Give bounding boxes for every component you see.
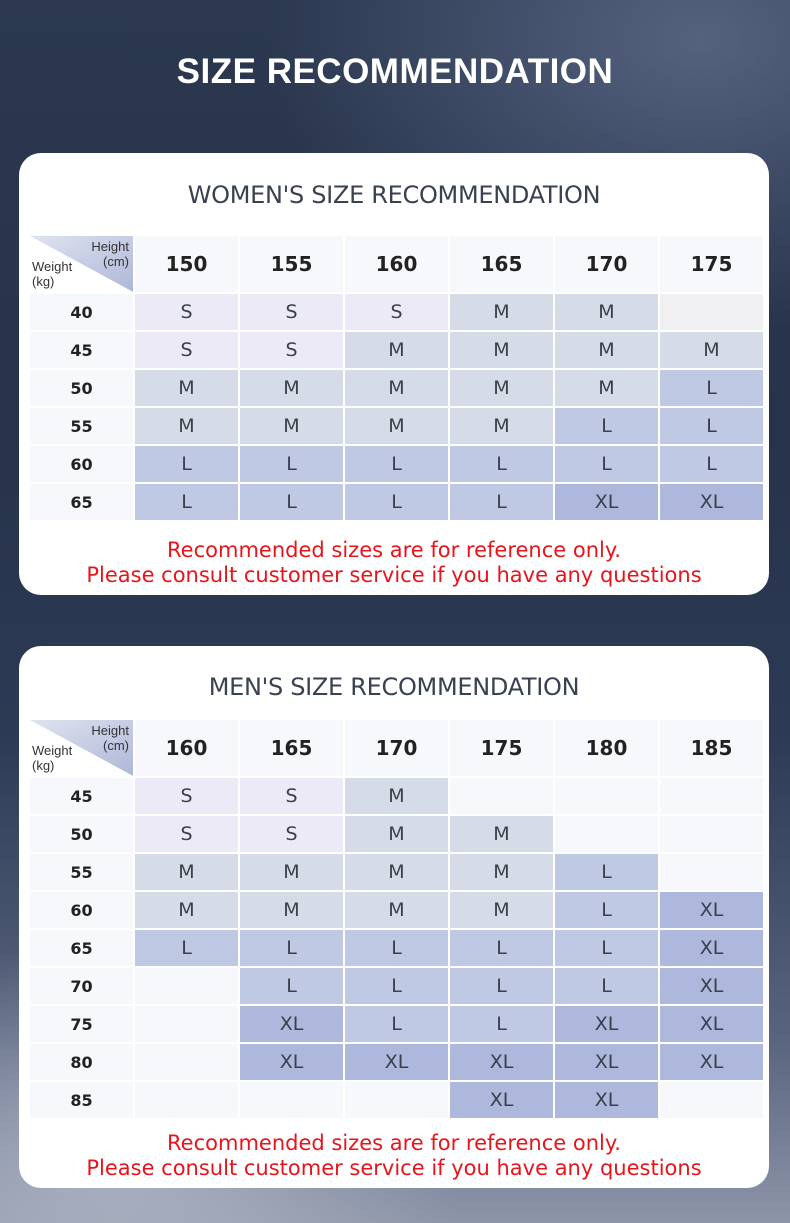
height-column-header: 165 bbox=[450, 236, 553, 292]
size-cell: M bbox=[345, 778, 448, 814]
corner-height-label bbox=[91, 239, 129, 269]
size-cell: L bbox=[555, 968, 658, 1004]
size-cell bbox=[240, 1082, 343, 1118]
weight-label: Weight bbox=[32, 259, 73, 274]
size-cell bbox=[345, 1082, 448, 1118]
table-row bbox=[30, 1082, 763, 1118]
weight-row-header: 65 bbox=[30, 930, 133, 966]
size-cell: M bbox=[450, 892, 553, 928]
size-cell: M bbox=[450, 370, 553, 406]
weight-row-header: 60 bbox=[30, 446, 133, 482]
size-cell bbox=[555, 778, 658, 814]
height-unit-label: (cm) bbox=[103, 254, 129, 269]
size-cell: M bbox=[345, 816, 448, 852]
table-row bbox=[30, 484, 763, 520]
size-cell: M bbox=[135, 854, 238, 890]
size-cell: M bbox=[555, 294, 658, 330]
size-cell: L bbox=[240, 968, 343, 1004]
height-column-header: 175 bbox=[450, 720, 553, 776]
weight-row-header: 70 bbox=[30, 968, 133, 1004]
height-label: Height bbox=[91, 723, 129, 738]
weight-row-header: 40 bbox=[30, 294, 133, 330]
weight-label: Weight bbox=[32, 743, 73, 758]
weight-row-header: 75 bbox=[30, 1006, 133, 1042]
weight-row-header: 80 bbox=[30, 1044, 133, 1080]
height-column-header: 160 bbox=[135, 720, 238, 776]
size-cell: L bbox=[555, 854, 658, 890]
size-cell: S bbox=[135, 294, 238, 330]
size-cell: XL bbox=[555, 1006, 658, 1042]
size-cell bbox=[660, 778, 763, 814]
size-cell bbox=[660, 854, 763, 890]
disclaimer-line-2: Please consult customer service if you have any questions bbox=[86, 563, 702, 587]
weight-row-header: 45 bbox=[30, 778, 133, 814]
size-cell: L bbox=[345, 484, 448, 520]
weight-row-header: 45 bbox=[30, 332, 133, 368]
size-cell: XL bbox=[660, 1006, 763, 1042]
height-label: Height bbox=[91, 239, 129, 254]
size-cell: L bbox=[450, 484, 553, 520]
height-column-header: 160 bbox=[345, 236, 448, 292]
size-cell: XL bbox=[660, 968, 763, 1004]
size-cell: M bbox=[135, 408, 238, 444]
table-corner-header bbox=[30, 236, 133, 292]
women-size-table bbox=[28, 234, 765, 522]
size-cell: XL bbox=[240, 1044, 343, 1080]
size-cell: M bbox=[345, 370, 448, 406]
table-row bbox=[30, 294, 763, 330]
height-column-header: 170 bbox=[345, 720, 448, 776]
table-row bbox=[30, 816, 763, 852]
size-cell: L bbox=[555, 892, 658, 928]
size-cell: L bbox=[135, 930, 238, 966]
size-cell: S bbox=[240, 332, 343, 368]
table-row bbox=[30, 1006, 763, 1042]
corner-weight-label bbox=[32, 259, 72, 289]
disclaimer-line-1: Recommended sizes are for reference only. bbox=[167, 538, 621, 562]
size-cell: XL bbox=[660, 484, 763, 520]
size-cell: S bbox=[135, 778, 238, 814]
men-disclaimer bbox=[19, 1131, 769, 1181]
corner-weight-label bbox=[32, 743, 72, 773]
size-cell: L bbox=[240, 446, 343, 482]
size-cell bbox=[660, 1082, 763, 1118]
size-cell: L bbox=[345, 1006, 448, 1042]
size-cell: L bbox=[555, 930, 658, 966]
size-cell: L bbox=[450, 446, 553, 482]
table-row bbox=[30, 892, 763, 928]
size-cell: M bbox=[450, 332, 553, 368]
size-cell bbox=[450, 778, 553, 814]
size-cell: XL bbox=[555, 1044, 658, 1080]
size-cell: L bbox=[660, 446, 763, 482]
size-cell: L bbox=[135, 446, 238, 482]
size-cell: L bbox=[135, 484, 238, 520]
size-cell bbox=[135, 1044, 238, 1080]
weight-unit-label: (kg) bbox=[32, 274, 55, 289]
men-size-card bbox=[19, 646, 769, 1188]
size-cell: S bbox=[345, 294, 448, 330]
size-cell: L bbox=[345, 446, 448, 482]
size-cell: L bbox=[450, 968, 553, 1004]
size-cell: M bbox=[345, 332, 448, 368]
size-cell bbox=[660, 816, 763, 852]
table-row bbox=[30, 408, 763, 444]
size-cell: L bbox=[555, 408, 658, 444]
size-cell: XL bbox=[555, 484, 658, 520]
weight-row-header: 85 bbox=[30, 1082, 133, 1118]
size-cell: L bbox=[345, 930, 448, 966]
size-cell: XL bbox=[345, 1044, 448, 1080]
page-title: SIZE RECOMMENDATION bbox=[176, 52, 614, 91]
table-row bbox=[30, 854, 763, 890]
size-cell: M bbox=[135, 892, 238, 928]
size-cell: L bbox=[555, 446, 658, 482]
height-column-header: 175 bbox=[660, 236, 763, 292]
size-cell: M bbox=[555, 370, 658, 406]
size-cell: XL bbox=[450, 1082, 553, 1118]
size-cell: M bbox=[555, 332, 658, 368]
weight-unit-label: (kg) bbox=[32, 758, 55, 773]
size-cell: L bbox=[450, 930, 553, 966]
table-row bbox=[30, 446, 763, 482]
corner-height-label bbox=[91, 723, 129, 753]
weight-row-header: 55 bbox=[30, 854, 133, 890]
size-cell bbox=[135, 1082, 238, 1118]
size-cell: XL bbox=[660, 892, 763, 928]
size-cell: M bbox=[345, 892, 448, 928]
size-cell: S bbox=[240, 294, 343, 330]
size-cell: M bbox=[450, 408, 553, 444]
size-cell: M bbox=[660, 332, 763, 368]
size-cell: M bbox=[240, 854, 343, 890]
size-cell bbox=[660, 294, 763, 330]
size-cell: M bbox=[345, 408, 448, 444]
weight-row-header: 50 bbox=[30, 816, 133, 852]
weight-row-header: 65 bbox=[30, 484, 133, 520]
table-header-row bbox=[30, 720, 763, 776]
women-disclaimer bbox=[19, 538, 769, 588]
size-cell bbox=[555, 816, 658, 852]
size-cell: M bbox=[450, 816, 553, 852]
height-column-header: 155 bbox=[240, 236, 343, 292]
table-row bbox=[30, 930, 763, 966]
weight-row-header: 50 bbox=[30, 370, 133, 406]
size-cell: S bbox=[135, 816, 238, 852]
size-cell: XL bbox=[240, 1006, 343, 1042]
size-cell: M bbox=[240, 892, 343, 928]
size-cell: L bbox=[660, 370, 763, 406]
size-cell bbox=[135, 1006, 238, 1042]
size-cell: XL bbox=[555, 1082, 658, 1118]
weight-row-header: 55 bbox=[30, 408, 133, 444]
disclaimer-line-2: Please consult customer service if you have any questions bbox=[86, 1156, 702, 1180]
size-cell: L bbox=[660, 408, 763, 444]
height-column-header: 170 bbox=[555, 236, 658, 292]
table-row bbox=[30, 1044, 763, 1080]
disclaimer-line-1: Recommended sizes are for reference only. bbox=[167, 1131, 621, 1155]
size-cell bbox=[135, 968, 238, 1004]
size-cell: M bbox=[240, 370, 343, 406]
height-column-header: 165 bbox=[240, 720, 343, 776]
size-cell: XL bbox=[450, 1044, 553, 1080]
size-cell: S bbox=[240, 778, 343, 814]
size-cell: XL bbox=[660, 930, 763, 966]
height-column-header: 185 bbox=[660, 720, 763, 776]
table-header-row bbox=[30, 236, 763, 292]
men-card-title: MEN'S SIZE RECOMMENDATION bbox=[208, 673, 580, 701]
size-cell: M bbox=[240, 408, 343, 444]
height-unit-label: (cm) bbox=[103, 738, 129, 753]
size-cell: S bbox=[135, 332, 238, 368]
table-corner-header bbox=[30, 720, 133, 776]
height-column-header: 180 bbox=[555, 720, 658, 776]
women-card-title: WOMEN'S SIZE RECOMMENDATION bbox=[187, 181, 601, 209]
size-cell: M bbox=[345, 854, 448, 890]
size-cell: M bbox=[450, 294, 553, 330]
table-row bbox=[30, 332, 763, 368]
size-cell: L bbox=[240, 484, 343, 520]
height-column-header: 150 bbox=[135, 236, 238, 292]
size-cell: M bbox=[450, 854, 553, 890]
table-row bbox=[30, 778, 763, 814]
size-cell: L bbox=[240, 930, 343, 966]
size-cell: M bbox=[135, 370, 238, 406]
table-row bbox=[30, 968, 763, 1004]
weight-row-header: 60 bbox=[30, 892, 133, 928]
men-size-table bbox=[28, 718, 765, 1120]
table-row bbox=[30, 370, 763, 406]
size-cell: XL bbox=[660, 1044, 763, 1080]
size-cell: L bbox=[345, 968, 448, 1004]
size-cell: L bbox=[450, 1006, 553, 1042]
size-cell: S bbox=[240, 816, 343, 852]
women-size-card bbox=[19, 153, 769, 595]
